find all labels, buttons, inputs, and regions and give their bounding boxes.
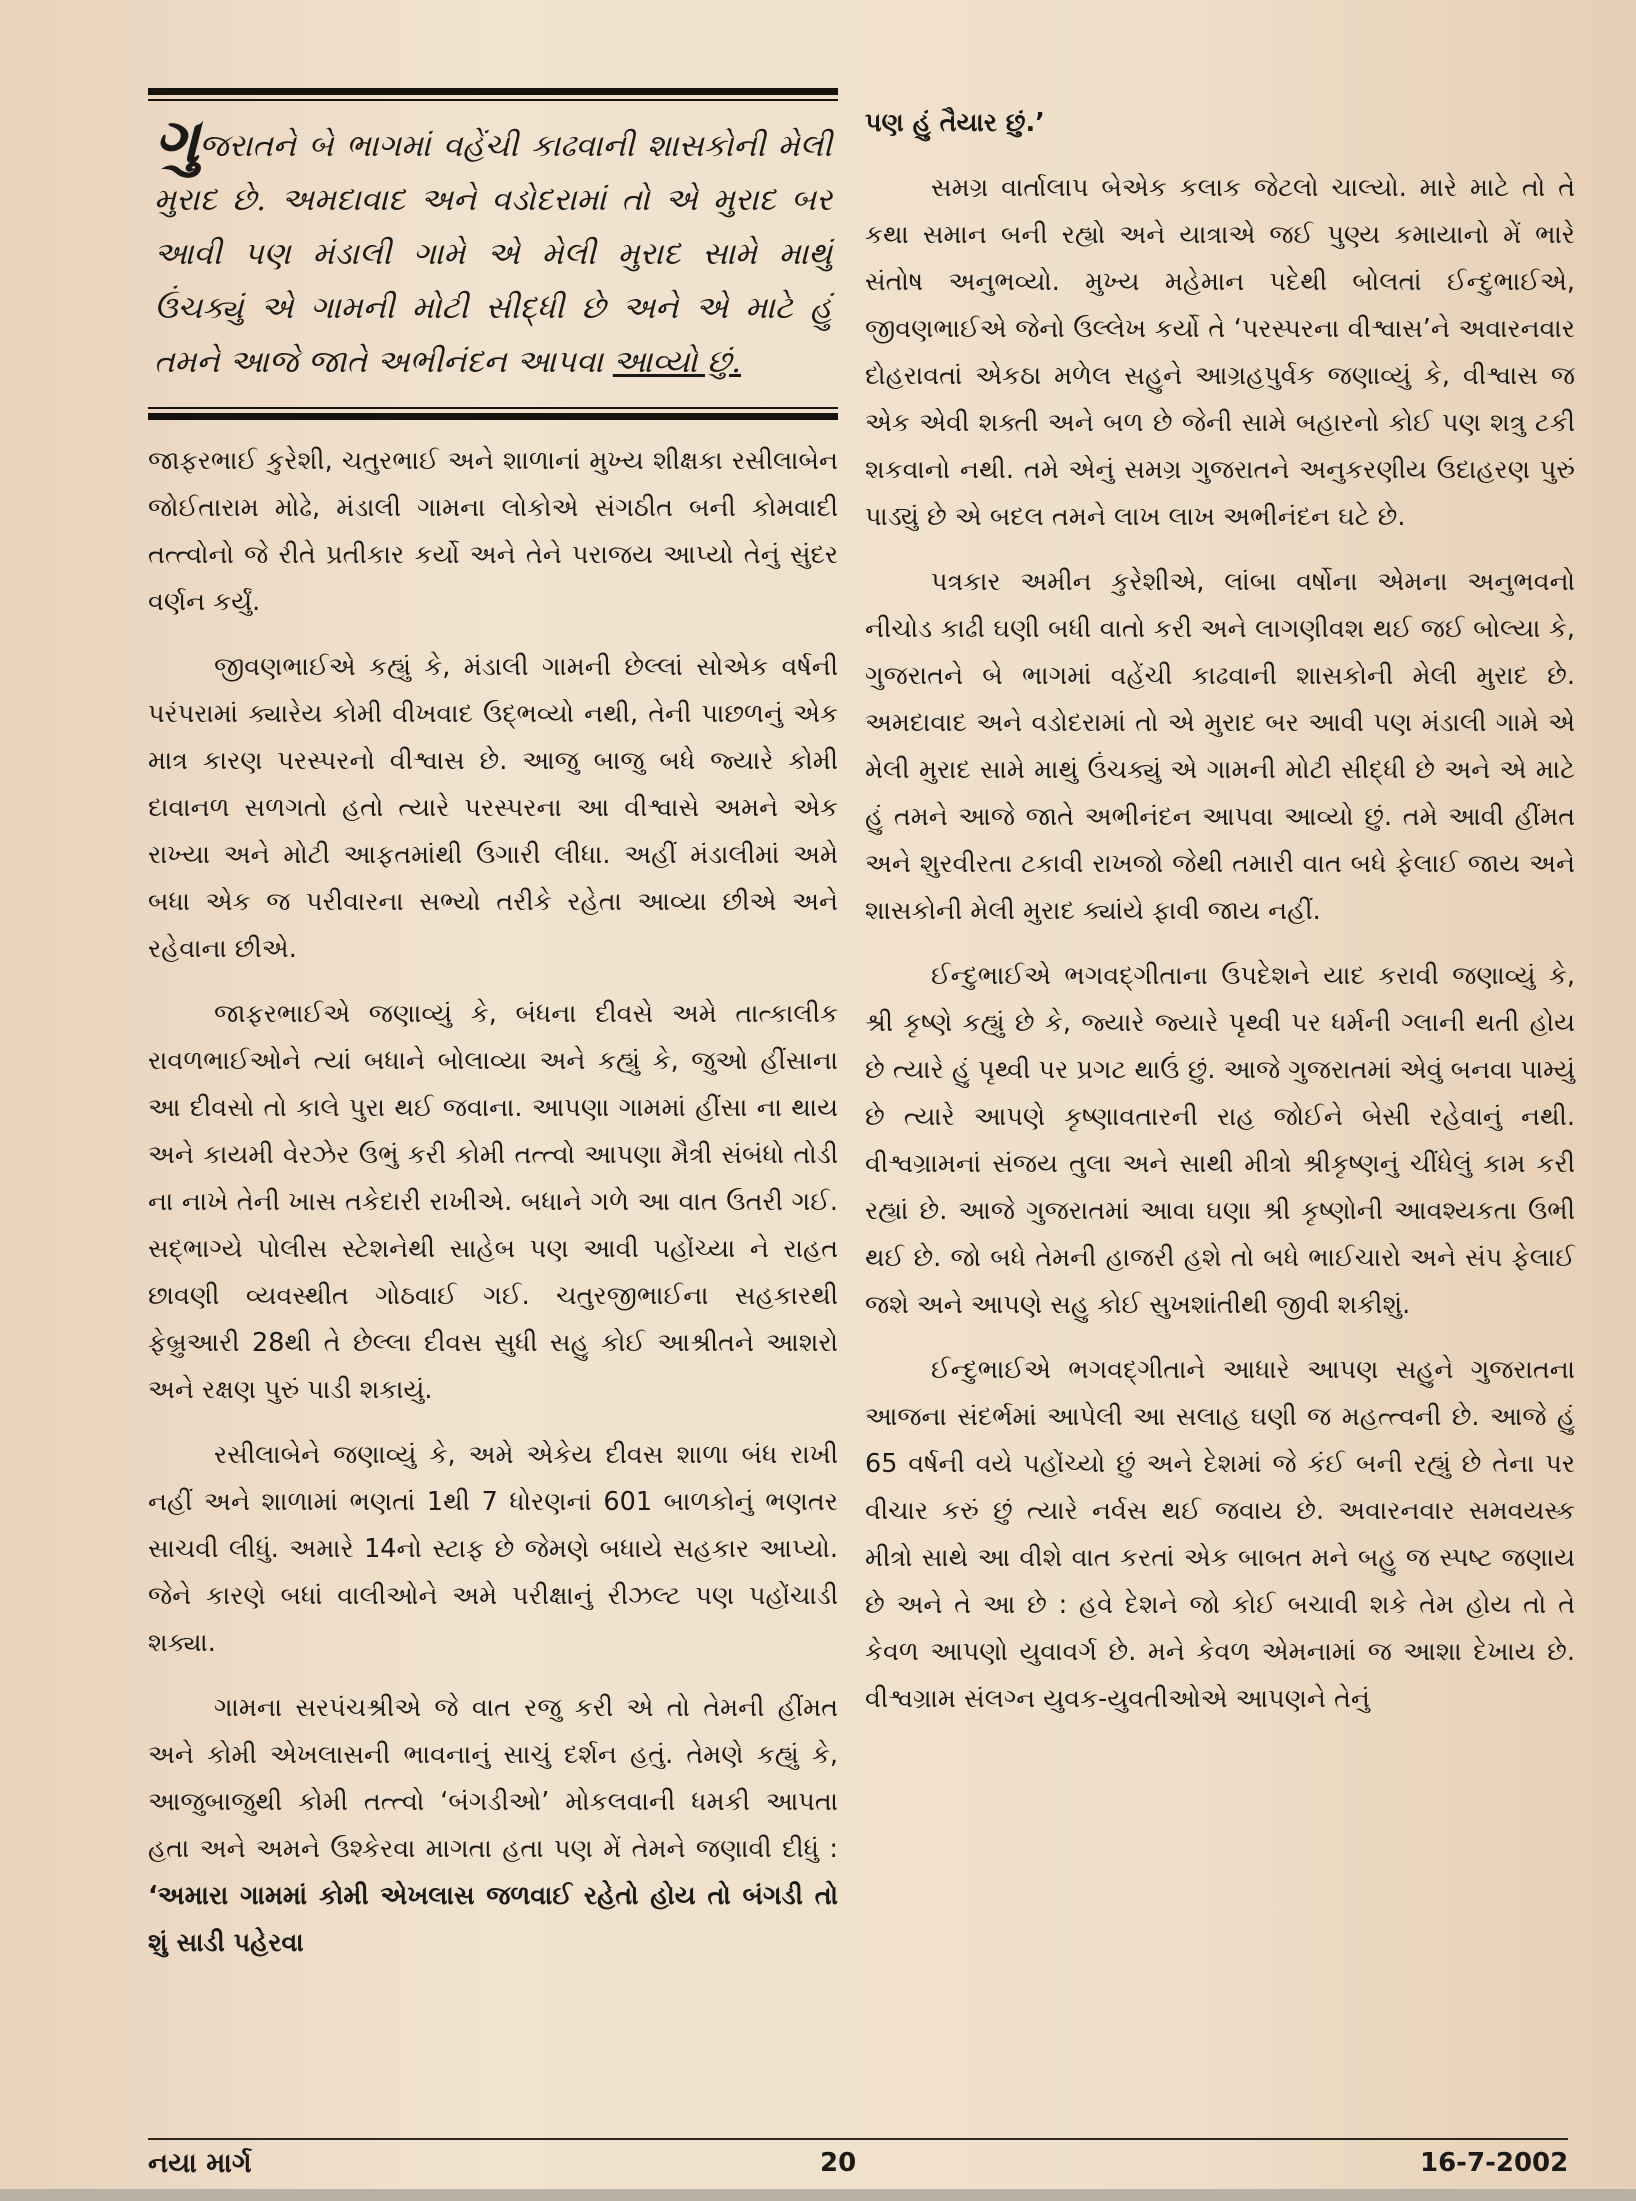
scan-bottom-edge (0, 2189, 1636, 2201)
footer-rule (148, 2138, 1568, 2140)
left-paragraph-3: જાફરભાઈએ જણાવ્યું કે, બંધના દીવસે અમે તાત્કાલીક રાવળભાઈઓને ત્યાં બધાને બોલાવ્યા અને કહ્યું કે, જુઓ હીંસાના આ દીવસો તો કાલે પુરા થઈ જવાના. આપણા ગામમાં હીંસા ના થાય અને કાયમી વેરઝેર ઉભું કરી કોમી તત્ત્વો આપણા મૈત્રી સંબંધો તોડી ના નાખે તેની ખાસ તકેદારી રાખીએ. બધાને ગળે આ વાત ઉતરી ગઈ. સદ્ભાગ્યે પોલીસ સ્ટેશનેથી સાહેબ પણ આવી પહોંચ્યા ને રાહત છાવણી વ્યવસ્થીત ગોઠવાઈ ગઈ. ચતુરજીભાઈના સહકારથી ફેબ્રુઆરી 28થી તે છેલ્લા દીવસ સુધી સહુ કોઈ આશ્રીતને આશરો અને રક્ષણ પુરું પાડી શકાયું. (148, 999, 838, 1405)
right-paragraph-1: સમગ્ર વાર્તાલાપ બેએક કલાક જેટલો ચાલ્યો. મારે માટે તો તે કથા સમાન બની રહ્યો અને યાત્રાએ જઈ પુણ્ય કમાયાનો મેં ભારે સંતોષ અનુભવ્યો. મુખ્ય મહેમાન પદેથી બોલતાં ઈન્દુભાઈએ, જીવણભાઈએ જેનો ઉલ્લેખ કર્યો તે ‘પરસ્પરના વીશ્વાસ’ને અવારનવાર દોહરાવતાં એકઠા મળેલ સહુને આગ્રહપુર્વક જણાવ્યું કે, વીશ્વાસ જ એક એવી શક્તી અને બળ છે જેની સામે બહારનો કોઈ પણ શત્રુ ટકી શકવાનો નથી. તમે એનું સમગ્ર ગુજરાતને અનુકરણીય ઉદાહરણ પુરું પાડ્યું છે એ બદલ તમને લાખ લાખ અભીનંદન ઘટે છે. (865, 173, 1575, 532)
pullquote (148, 104, 838, 389)
pullquote-top-rule (148, 88, 838, 95)
left-paragraph-1: જાફરભાઈ કુરેશી, ચતુરભાઈ અને શાળાનાં મુખ્ય શીક્ષકા રસીલાબેન જોઈતારામ મોઢે, મંડાલી ગામના લોકોએ સંગઠીત બની કોમવાદી તત્ત્વોનો જે રીતે પ્રતીકાર કર્યો અને તેને પરાજય આપ્યો તેનું સુંદર વર્ણન કર્યું. (148, 446, 838, 617)
pullquote-bottom-rule-thin (148, 407, 838, 409)
publication-name: નયા માર્ગ (148, 2148, 252, 2179)
pullquote-last-line: આવ્યો છું. (612, 344, 741, 380)
right-continuation: પણ હું તૈયાર છું.’ (865, 108, 1045, 138)
left-paragraph-4: રસીલાબેને જણાવ્યું કે, અમે એકેય દીવસ શાળા બંધ રાખી નહીં અને શાળામાં ભણતાં 1થી 7 ધોરણનાં 601 બાળકોનું ભણતર સાચવી લીધું. અમારે 14નો સ્ટાફ છે જેમણે બધાયે સહકાર આપ્યો. જેને કારણે બધાં વાલીઓને અમે પરીક્ષાનું રીઝલ્ટ પણ પહોંચાડી શક્યા. (148, 1440, 838, 1658)
left-paragraph-2: જીવણભાઈએ કહ્યું કે, મંડાલી ગામની છેલ્લાં સોએક વર્ષની પરંપરામાં ક્યારેય કોમી વીખવાદ ઉદ્ભવ્યો નથી, તેની પાછળનું એક માત્ર કારણ પરસ્પરનો વીશ્વાસ છે. આજુ બાજુ બધે જ્યારે કોમી દાવાનળ સળગતો હતો ત્યારે પરસ્પરના આ વીશ્વાસે અમને એક રાખ્યા અને મોટી આફતમાંથી ઉગારી લીધા. અહીં મંડાલીમાં અમે બધા એક જ પરીવારના સભ્યો તરીકે રહેતા આવ્યા છીએ અને રહેવાના છીએ. (148, 652, 838, 964)
right-paragraph-2: પત્રકાર અમીન કુરેશીએ, લાંબા વર્ષોના એમના અનુભવનો નીચોડ કાઢી ઘણી બધી વાતો કરી અને લાગણીવશ થઈ જઈ બોલ્યા કે, ગુજરાતને બે ભાગમાં વહેંચી કાઢવાની શાસકોની મેલી મુરાદ છે. અમદાવાદ અને વડોદરામાં તો એ મુરાદ બર આવી પણ મંડાલી ગામે એ મેલી મુરાદ સામે માથું ઉંચક્યું એ ગામની મોટી સીદ્ધી છે અને એ માટે હું તમને આજે જાતે અભીનંદન આપવા આવ્યો છું. તમે આવી હીંમત અને શુરવીરતા ટકાવી રાખજો જેથી તમારી વાત બધે ફેલાઈ જાય અને શાસકોની મેલી મુરાદ ક્યાંયે ફાવી જાય નહીં. (865, 567, 1575, 926)
pullquote-text: જરાતને બે ભાગમાં વહેંચી કાઢવાની શાસકોની મેલી મુરાદ છે. અમદાવાદ અને વડોદરામાં તો એ મુરાદ બર આવી પણ મંડાલી ગામે એ મેલી મુરાદ સામે માથું ઉંચક્યું એ ગામની મોટી સીદ્ધી છે અને એ માટે હું તમને આજે જાતે અભીનંદન આપવા (154, 128, 832, 380)
left-column (148, 88, 838, 1967)
page-number: 20 (820, 2148, 857, 2178)
issue-date: 16-7-2002 (1420, 2148, 1569, 2178)
left-paragraph-5-quote: ‘અમારા ગામમાં કોમી એખલાસ જળવાઈ રહેતો હોય તો બંગડી તો શું સાડી પહેરવા (148, 1881, 838, 1958)
pullquote-bottom-rule (148, 413, 838, 420)
pullquote-dropcap: ગુ (154, 104, 200, 177)
left-paragraph-5-text: ગામના સરપંચશ્રીએ જે વાત રજુ કરી એ તો તેમની હીંમત અને કોમી એખલાસની ભાવનાનું સાચું દર્શન હતું. તેમણે કહ્યું કે, આજુબાજુથી કોમી તત્ત્વો ‘બંગડીઓ’ મોકલવાની ધમકી આપતા હતા અને અમને ઉશ્કેરવા માગતા હતા પણ મેં તેમને જણાવી દીધું : (148, 1693, 838, 1864)
right-column (865, 100, 1575, 1723)
right-paragraph-4: ઈન્દુભાઈએ ભગવદ્ગીતાને આધારે આપણ સહુને ગુજરાતના આજના સંદર્ભમાં આપેલી આ સલાહ ઘણી જ મહત્ત્વની છે. આજે હું 65 વર્ષની વયે પહોંચ્યો છું અને દેશમાં જે કંઈ બની રહ્યું છે તેના પર વીચાર કરું છું ત્યારે નર્વસ થઈ જવાય છે. અવારનવાર સમવયસ્ક મીત્રો સાથે આ વીશે વાત કરતાં એક બાબત મને બહુ જ સ્પષ્ટ જણાય છે અને તે આ છે : હવે દેશને જો કોઈ બચાવી શકે તેમ હોય તો તે કેવળ આપણો યુવાવર્ગ છે. મને કેવળ એમનામાં જ આશા દેખાય છે. વીશ્વગ્રામ સંલગ્ન યુવક-યુવતીઓએ આપણને તેનું (865, 1355, 1575, 1714)
left-paragraph-5 (148, 1685, 838, 1967)
pullquote-top-rule-thin (148, 99, 838, 101)
page-footer (0, 2148, 1636, 2188)
right-paragraph-3: ઈન્દુભાઈએ ભગવદ્ગીતાના ઉપદેશને યાદ કરાવી જણાવ્યું કે, શ્રી કૃષ્ણે કહ્યું છે કે, જ્યારે જ્યારે પૃથ્વી પર ધર્મની ગ્લાની થતી હોય છે ત્યારે હું પૃથ્વી પર પ્રગટ થાઉં છું. આજે ગુજરાતમાં એવું બનવા પામ્યું છે ત્યારે આપણે કૃષ્ણાવતારની રાહ જોઈને બેસી રહેવાનું નથી. વીશ્વગ્રામનાં સંજય તુલા અને સાથી મીત્રો શ્રીકૃષ્ણનું ચીંધેલું કામ કરી રહ્યાં છે. આજે ગુજરાતમાં આવા ઘણા શ્રી કૃષ્ણોની આવશ્યકતા ઉભી થઈ છે. જો બધે તેમની હાજરી હશે તો બધે ભાઈચારો અને સંપ ફેલાઈ જશે અને આપણે સહુ કોઈ સુખશાંતીથી જીવી શકીશું. (865, 961, 1575, 1320)
